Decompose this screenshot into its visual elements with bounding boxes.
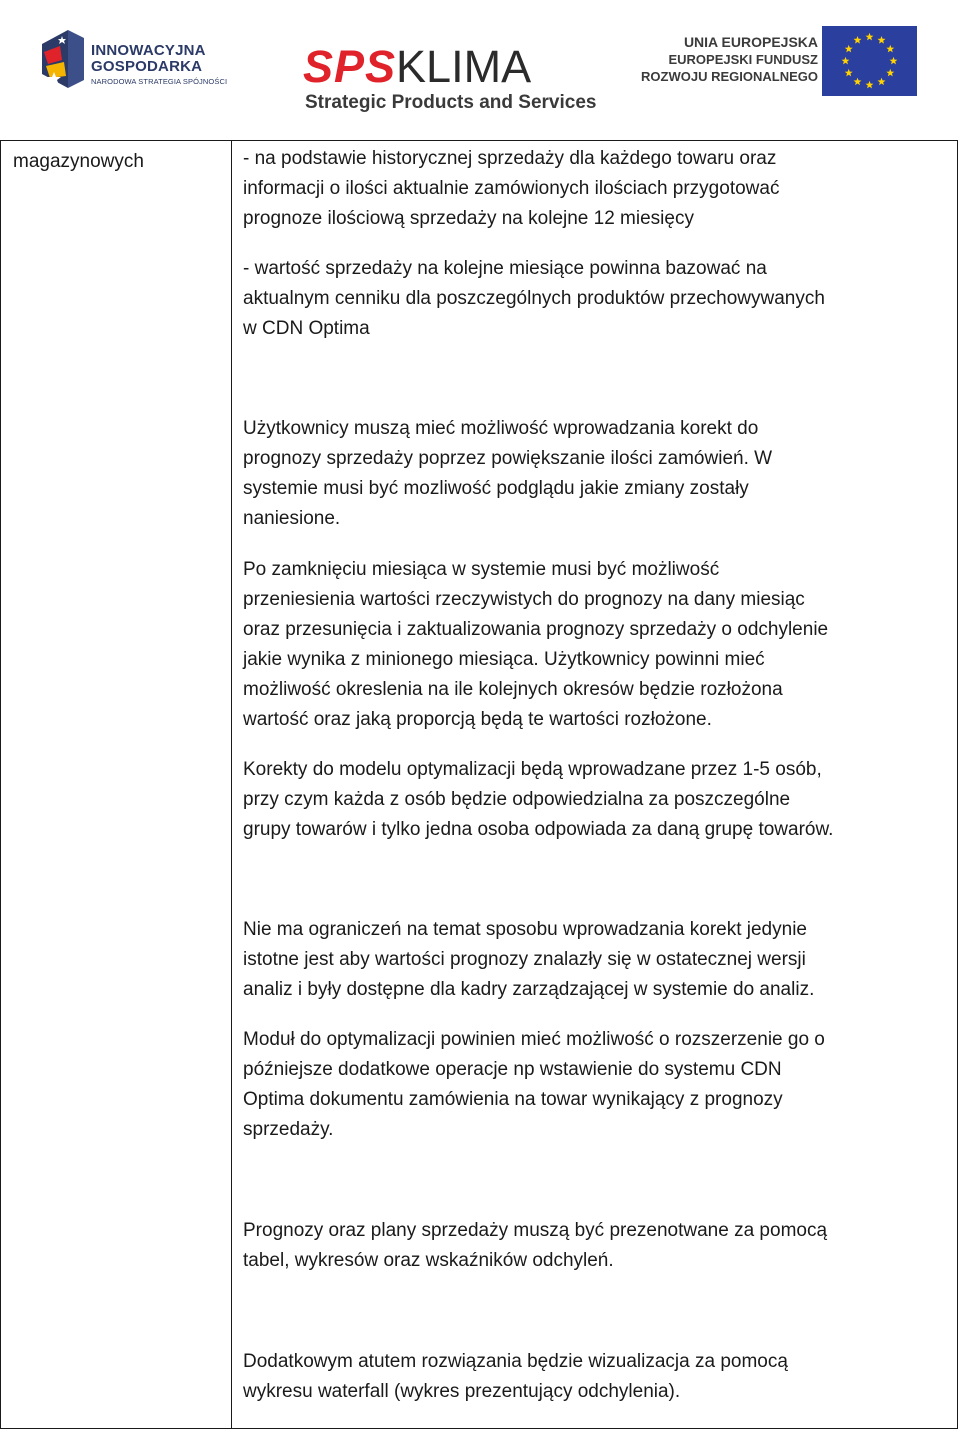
text-line: naniesione. — [243, 508, 341, 529]
page-header — [0, 0, 960, 140]
paragraph-model-users — [243, 755, 953, 845]
text-line: prognoze ilościową sprzedaży na kolejne 12 miesięcy — [243, 208, 694, 229]
innowacyjna-gospodarka-logo — [38, 26, 228, 96]
text-line: w CDN Optima — [243, 318, 370, 339]
paragraph-waterfall — [243, 1347, 953, 1407]
requirements-table — [0, 140, 958, 1429]
eu-title-line2: EUROPEJSKI FUNDUSZ — [668, 52, 818, 67]
paragraph-month-close — [243, 555, 953, 735]
text-line: Korekty do modelu optymalizacji będą wprowadzane przez 1-5 osób, — [243, 759, 822, 780]
text-line: Prognozy oraz plany sprzedaży muszą być prezenotwane za pomocą — [243, 1220, 828, 1241]
text-line: tabel, wykresów oraz wskaźników odchyleń. — [243, 1250, 614, 1271]
text-line: oraz przesunięcia i zaktualizowania prognozy sprzedaży o odchylenie — [243, 619, 829, 640]
ig-subtitle: NARODOWA STRATEGIA SPÓJNOŚCI — [91, 77, 228, 86]
text-line: jakie wynika z minionego miesiąca. Użytkownicy powinni mieć — [243, 649, 765, 670]
paragraph-sales-value — [243, 254, 953, 344]
text-line: - wartość sprzedaży na kolejne miesiące powinna bazować na — [243, 258, 767, 279]
text-line: Po zamknięciu miesiąca w systemie musi być możliwość — [243, 559, 720, 580]
text-line: grupy towarów i tylko jedna osoba odpowiada za daną grupę towarów. — [243, 819, 834, 840]
sps-tagline: Strategic Products and Services — [305, 92, 597, 113]
eu-title-line1: UNIA EUROPEJSKA — [683, 34, 818, 50]
category-label: magazynowych — [13, 151, 144, 172]
column-divider — [231, 141, 232, 1428]
eu-title-line3: ROZWOJU REGIONALNEGO — [641, 69, 818, 84]
text-line: Użytkownicy muszą mieć możliwość wprowadzania korekt do — [243, 418, 759, 439]
text-line: informacji o ilości aktualnie zamówionych ilościach przygotować — [243, 178, 780, 199]
text-line: przeniesienia wartości rzeczywistych do prognozy na dany miesiąc — [243, 589, 805, 610]
text-line: Dodatkowym atutem rozwiązania będzie wizualizacja za pomocą — [243, 1351, 788, 1372]
text-line: Nie ma ograniczeń na temat sposobu wprowadzania korekt jedynie — [243, 919, 807, 940]
text-line: późniejsze dodatkowe operacje np wstawienie do systemu CDN — [243, 1059, 782, 1080]
text-line: systemie musi być mozliwość podglądu jakie zmiany zostały — [243, 478, 749, 499]
text-line: aktualnym cenniku dla poszczególnych produktów przechowywanych — [243, 288, 825, 309]
sps-klima-text: KLIMA — [396, 41, 532, 92]
sps-klima-logo — [303, 41, 623, 119]
text-line: przy czym każda z osób będzie odpowiedzialna za poszczególne — [243, 789, 791, 810]
ig-emblem-icon — [38, 26, 88, 92]
sps-red-text: SPS — [303, 41, 397, 92]
text-line: prognozy sprzedaży poprzez powiększanie ilości zamówień. W — [243, 448, 773, 469]
eu-flag-icon — [822, 26, 917, 96]
text-line: możliwość okreslenia na ile kolejnych okresów będzie rozłożona — [243, 679, 783, 700]
paragraph-presentation — [243, 1216, 953, 1276]
text-line: sprzedaży. — [243, 1119, 334, 1140]
text-line: - na podstawie historycznej sprzedaży dla każdego towaru oraz — [243, 148, 777, 169]
paragraph-no-limits — [243, 915, 953, 1005]
eu-fund-logo — [641, 26, 925, 101]
text-line: wartość oraz jaką proporcją będą te wartości rozłożone. — [243, 709, 712, 730]
text-line: analiz i były dostępne dla kadry zarządzającej w systemie do analiz. — [243, 979, 815, 1000]
text-line: Moduł do optymalizacji powinien mieć możliwość o rozszerzenie go o — [243, 1029, 825, 1050]
paragraph-module-extension — [243, 1025, 953, 1145]
text-line: Optima dokumentu zamówienia na towar wynikający z prognozy — [243, 1089, 783, 1110]
paragraph-corrections — [243, 414, 953, 534]
text-line: istotne jest aby wartości prognozy znalazły się w ostatecznej wersji — [243, 949, 806, 970]
ig-title-line1: INNOWACYJNA — [91, 42, 206, 59]
paragraph-forecast-quantity — [243, 144, 953, 234]
text-line: wykresu waterfall (wykres prezentujący odchylenia). — [243, 1381, 681, 1402]
ig-title-line2: GOSPODARKA — [91, 58, 203, 75]
